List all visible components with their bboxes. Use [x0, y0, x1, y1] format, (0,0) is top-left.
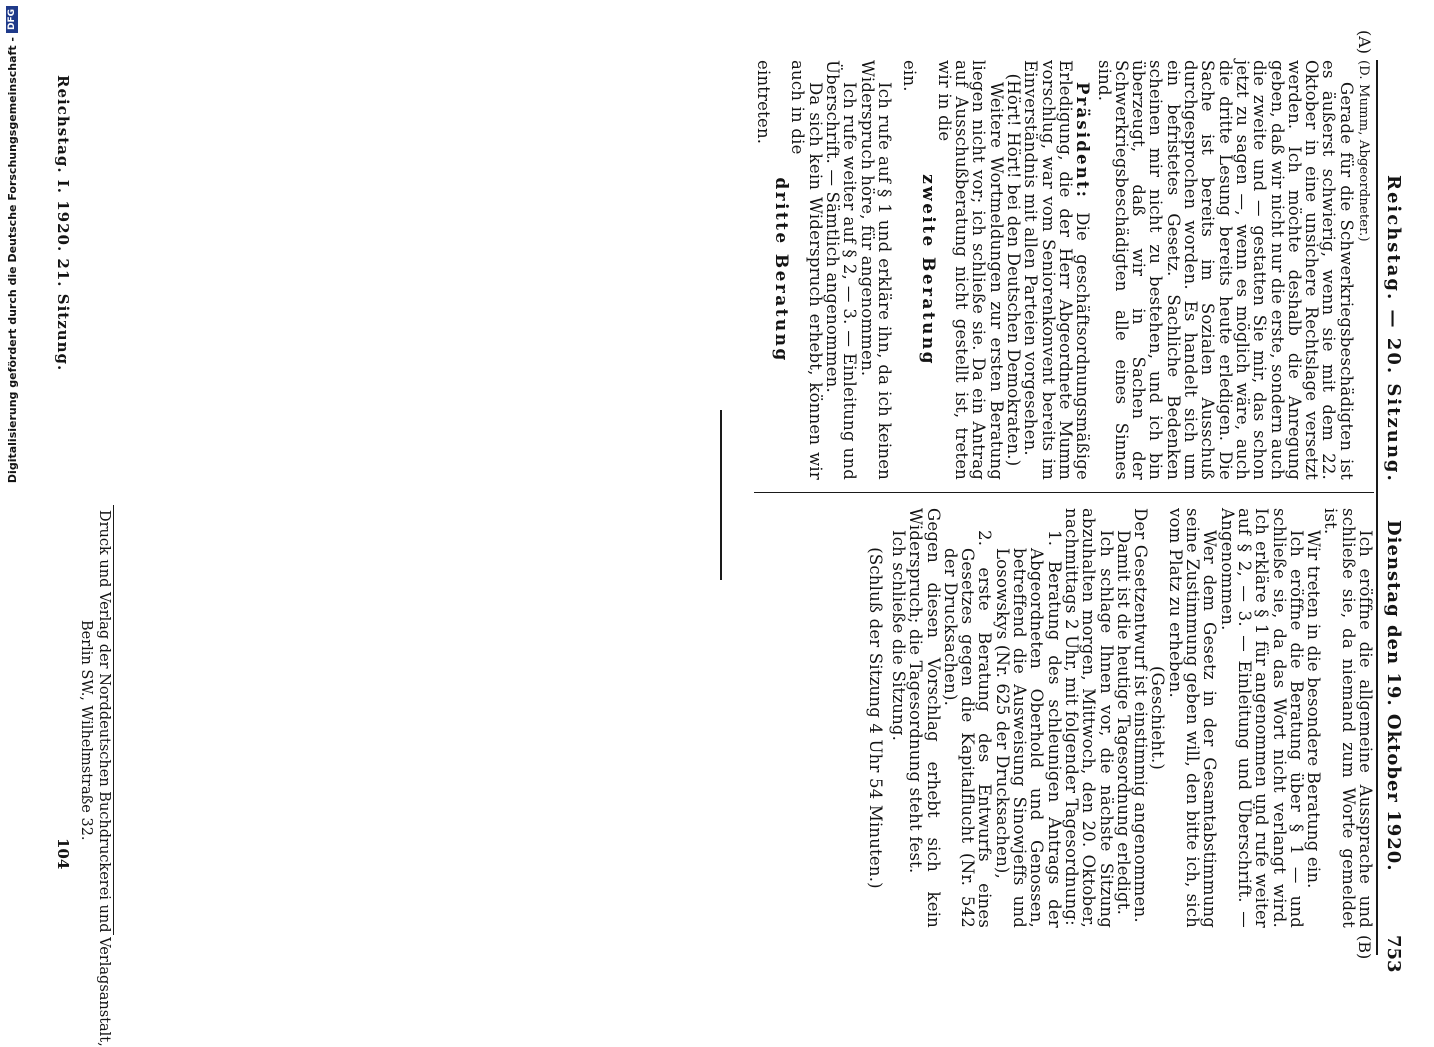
list-item: 2. erste Beratung des Entwurfs eines Gesetzes gegen die Kapitalflucht (Nr. 542 der Drucksachen). [940, 530, 995, 928]
page-number: 753 [1383, 935, 1404, 973]
printer-line-1: Druck und Verlag der Norddeutschen Buchdruckerei und Verlagsanstalt, [96, 510, 112, 1047]
column-divider [754, 492, 1374, 493]
paragraph: Da sich kein Widerspruch erhebt, können wir auch in die [788, 60, 825, 480]
paragraph: Ich eröffne die allgemeine Aussprache und schließe sie, da niemand zum Worte gemeldet ist. [1321, 508, 1375, 928]
interjection: (Geschieht.) [1148, 665, 1168, 771]
president-paragraph: Präsident: Die geschäftsordnungsmäßige Erledigung, die der Herr Abgeordnete Mumm vorschlug, war vom Seniorenkonvent bereits im Einverständnis mit allen Parteien vorgesehen. [1021, 60, 1093, 480]
paragraph: Damit ist die heutige Tagesordnung erledigt. [1113, 530, 1133, 916]
margin-mark-a: (A) [1355, 30, 1374, 55]
paragraph: Wer dem Gesetz in der Gesamtabstimmung seine Zustimmung geben will, den bitte ich, sich vom Platz zu erheben. [1165, 508, 1220, 928]
speaker-line: (D. Mumm, Abgeordneter.) [1356, 60, 1371, 242]
paragraph: Ich schließe die Sitzung. [888, 530, 908, 742]
printer-line-2: Berlin SW., Wilhelmstraße 32. [78, 620, 94, 841]
paragraph: Ich rufe auf § 1 und erkläre ihn, da ich keinen Widerspruch höre, für angenommen. [857, 60, 894, 480]
left-column [755, 60, 1374, 480]
agenda-list [942, 508, 1063, 928]
paragraph: Ich rufe weiter auf § 2, — 3. — Einleitung und Überschrift. — Sämtlich angenommen. [823, 60, 860, 480]
section-heading: zweite Beratung [917, 174, 938, 366]
digitization-caption [0, 0, 24, 1000]
speaker-name: Präsident: [1073, 82, 1093, 200]
footer-rule [113, 505, 114, 935]
sheet-number: 104 [54, 838, 72, 870]
page-header-left: Reichstag. — 20. Sitzung. [1383, 175, 1404, 483]
margin-mark-b: (B) [1355, 935, 1374, 960]
list-item: 1. Beratung des schleunigen Antrags der Abgeordneten Oberhold und Genossen, betreffend die Ausweisung Sinowjeffs und Losowskys (Nr. 625 der Drucksachen), [992, 530, 1064, 928]
right-column [866, 508, 1374, 928]
interjection: (Hört! Hört! bei den Deutschen Demokraten.) [1004, 73, 1024, 467]
caption-text: Digitalisierung gefördert durch die Deutsche Forschungsgemeinschaft - [5, 37, 19, 484]
paragraph: Wir treten in die besondere Beratung ein. [1304, 530, 1324, 889]
closing-note: (Schluß der Sitzung 4 Uhr 54 Minuten.) [865, 547, 885, 889]
footer-left: Reichstag. I. 1920. 21. Sitzung. [54, 75, 72, 372]
paragraph: Der Gesetzentwurf ist einstimmig angenommen. [1131, 508, 1151, 923]
paragraph: Weitere Wortmeldungen zur ersten Beratung liegen nicht vor; ich schließe sie. Da ein Antrag auf Ausschußberatung nicht gestellt ist, treten wir in die [934, 60, 1006, 480]
section-heading: dritte Beratung [771, 177, 792, 363]
paragraph: eintreten. [753, 60, 773, 145]
paragraph: ein. [900, 60, 920, 92]
paragraph: Ich eröffne die Beratung über § 1 — und schließe sie, da das Wort nicht verlangt wird. Ich erkläre § 1 für angenommen und rufe weiter auf § 2, — 3. — Einleitung und Überschrift. — Angenommen. [1217, 508, 1306, 928]
paragraph: Ich schlage Ihnen vor, die nächste Sitzung abzuhalten morgen, Mittwoch, den 20. Oktober, nachmittags 2 Uhr, mit folgender Tagesordnung: [1061, 508, 1116, 928]
header-rule [1376, 60, 1378, 955]
page-header-center: Dienstag den 19. Oktober 1920. [1383, 520, 1404, 872]
end-rule [720, 410, 722, 580]
dfg-logo: DFG [6, 6, 18, 33]
paragraph: Gerade für die Schwerkriegsbeschädigten ist es äußerst schwierig, wenn sie mit dem 22. Oktober in eine unsichere Rechtslage versetzt werden. Ich möchte deshalb die Anregung geben, daß wir nicht nur die erste, sondern auch die zweite und — gestatten Sie mir, das schon jetzt zu sagen —, wenn es möglich wäre, auch die dritte Lesung bereits heute erledigen. Die Sache ist bereits im Sozialen Ausschuß durchgesprochen worden. Es handelt sich um ein befristetes Gesetz. Sachliche Bedenken scheinen mir nicht zu bestehen, und ich bin überzeugt, daß wir in Sachen der Schwerkriegsbeschädigten alle eines Sinnes sind. [1094, 60, 1356, 480]
paragraph: Gegen diesen Vorschlag erhebt sich kein Widerspruch; die Tagesordnung steht fest. [906, 508, 943, 928]
